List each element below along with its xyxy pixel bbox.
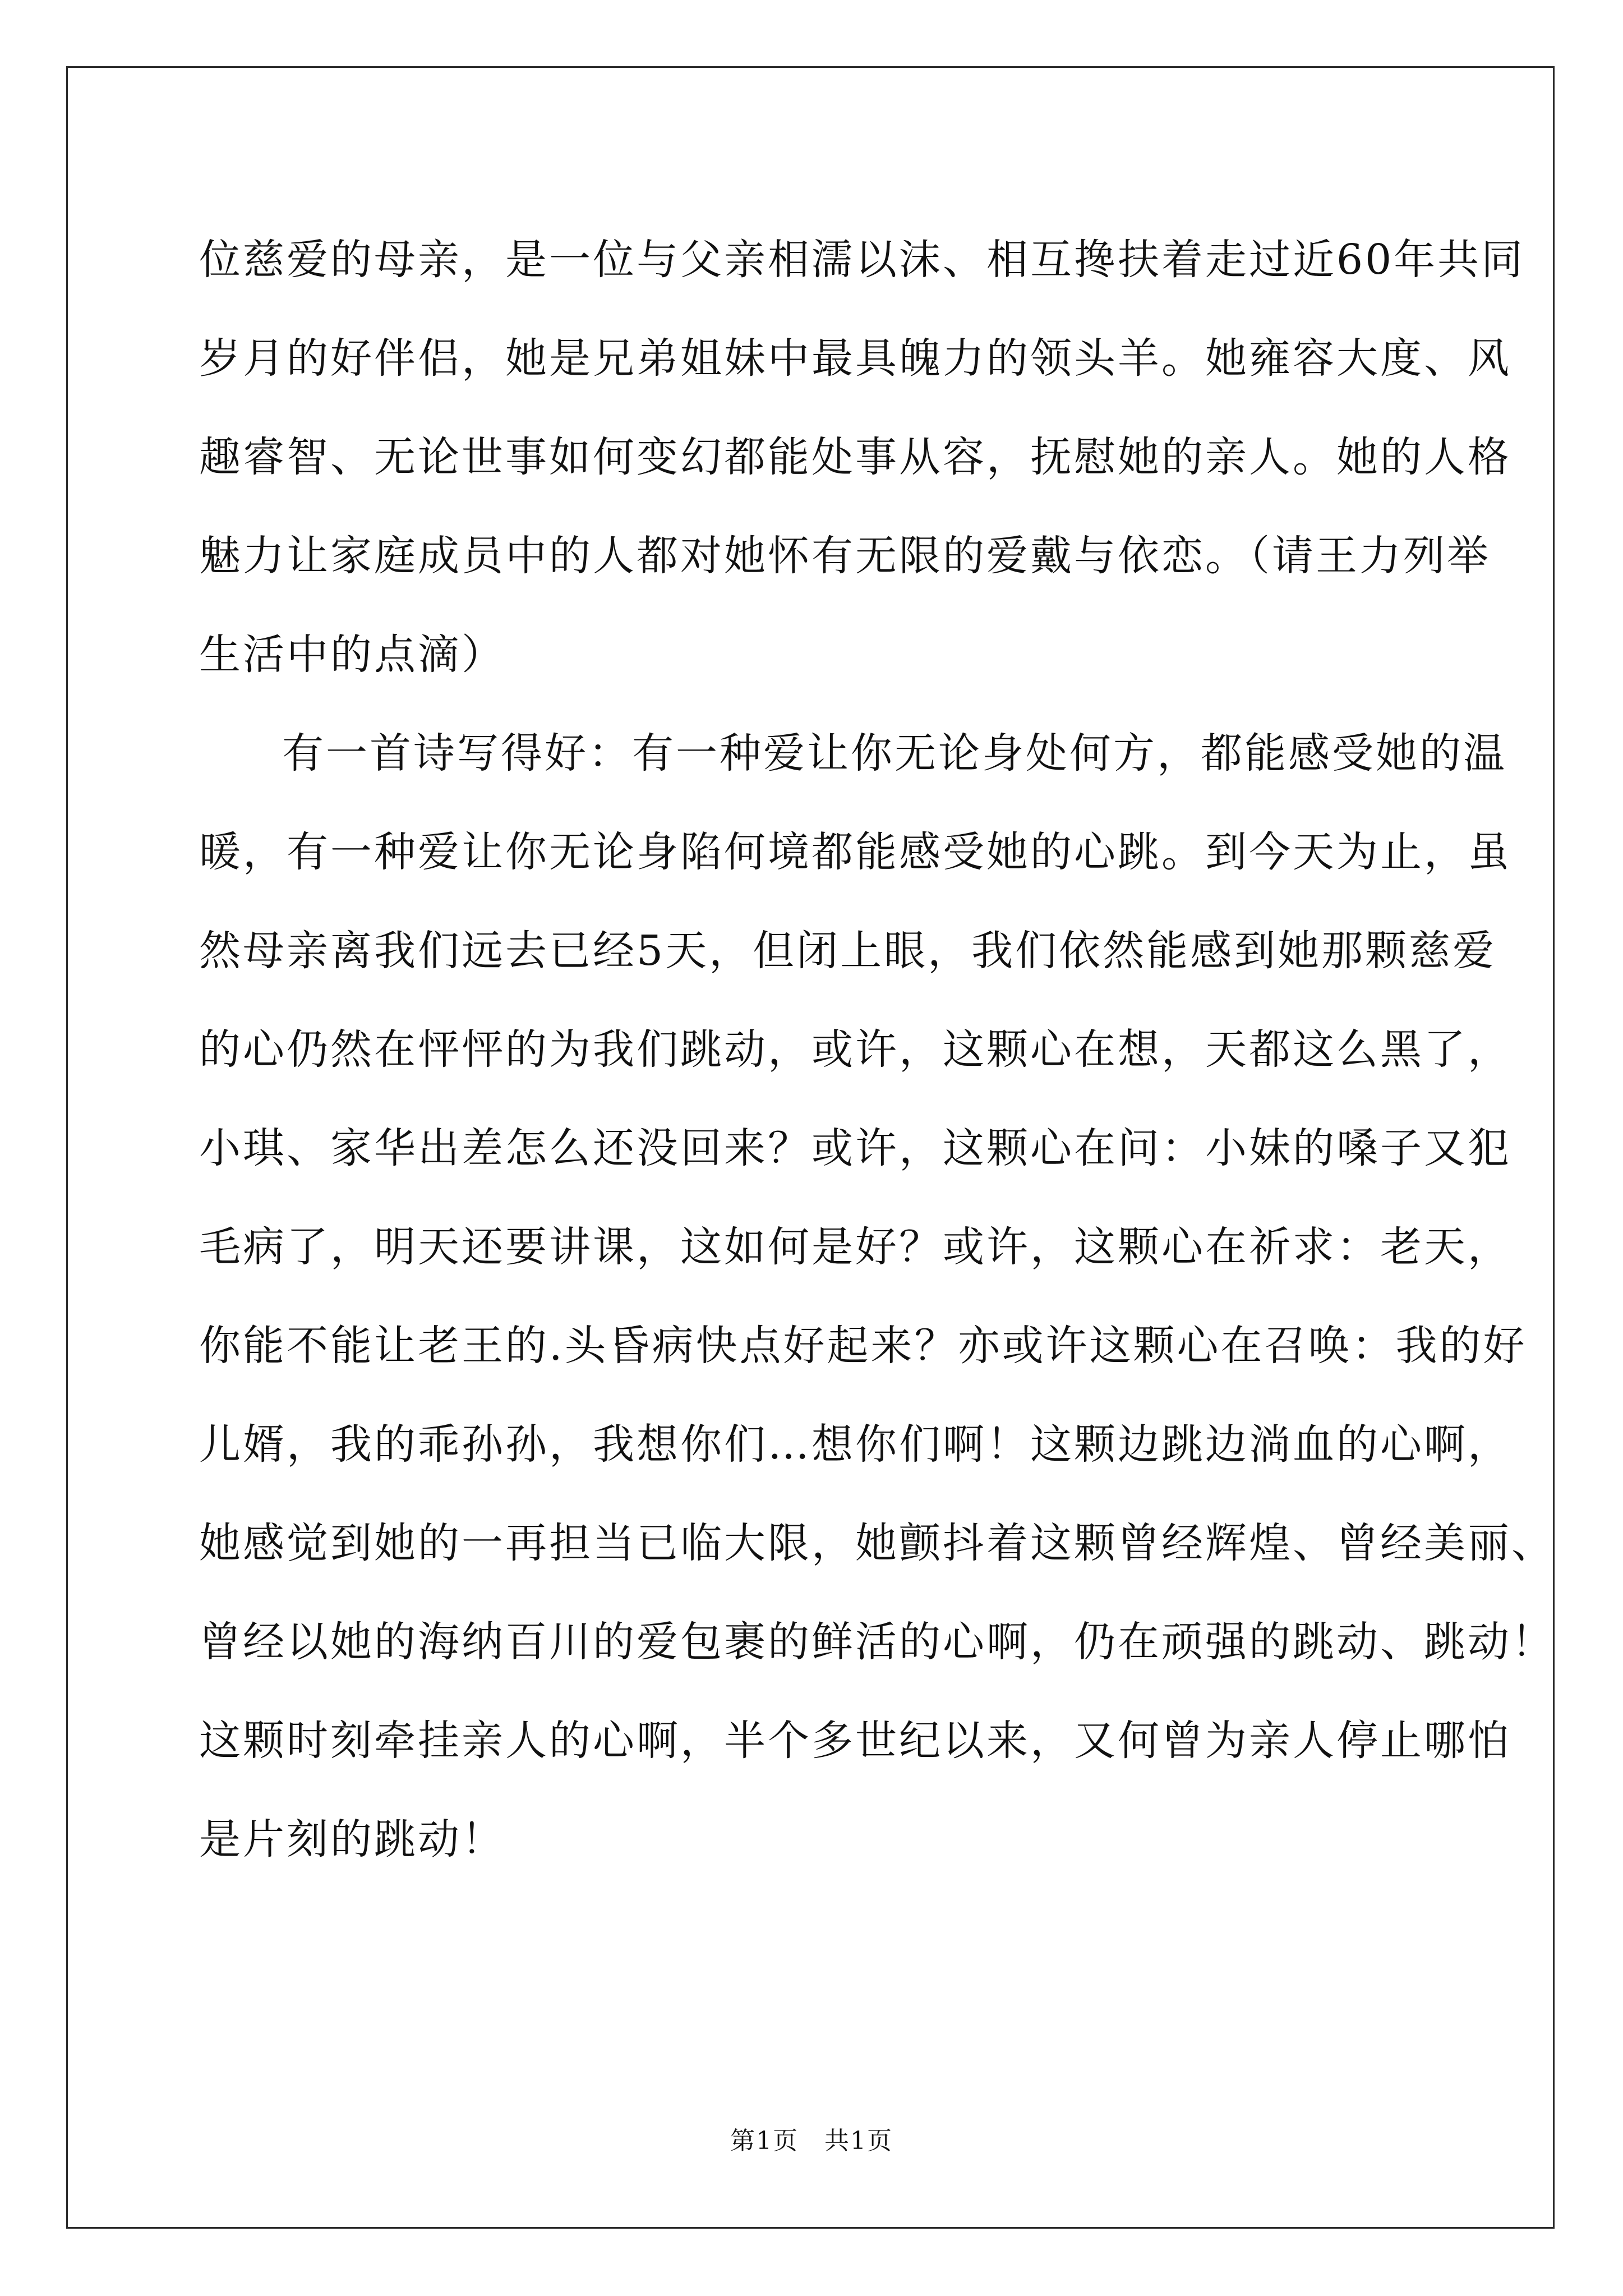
text-line: 是片刻的跳动！ <box>199 1815 505 1864</box>
text-line: 小琪、家华出差怎么还没回来？或许，这颗心在问：小妹的嗓子又犯 <box>199 1124 1511 1172</box>
text-line: 这颗时刻牵挂亲人的心啊，半个多世纪以来，又何曾为亲人停止哪怕 <box>199 1717 1511 1765</box>
text-line: 曾经以她的海纳百川的爱包裹的鲜活的心啊，仍在顽强的跳动、跳动！ <box>199 1618 1555 1666</box>
text-line: 你能不能让老王的.头昏病快点好起来？亦或许这颗心在召唤：我的好 <box>199 1322 1527 1370</box>
document-body <box>199 210 1555 1889</box>
paragraph-1 <box>199 210 1525 704</box>
text-line: 有一首诗写得好：有一种爱让你无论身处何方，都能感受她的温 <box>282 729 1507 777</box>
text-line: 她感觉到她的一再担当已临大限，她颤抖着这颗曾经辉煌、曾经美丽、 <box>199 1519 1555 1567</box>
text-line: 毛病了，明天还要讲课，这如何是好？或许，这颗心在祈求：老天， <box>199 1223 1511 1271</box>
text-line: 位慈爱的母亲，是一位与父亲相濡以沫、相互搀扶着走过近60年共同 <box>199 236 1525 284</box>
text-line: 然母亲离我们远去已经5天，但闭上眼，我们依然能感到她那颗慈爱 <box>199 927 1497 975</box>
text-line: 生活中的点滴） <box>199 631 505 679</box>
text-line: 暖，有一种爱让你无论身陷何境都能感受她的心跳。到今天为止，虽 <box>199 828 1511 876</box>
page-footer: 第1页 共1页 <box>730 2127 893 2155</box>
text-line: 岁月的好伴侣，她是兄弟姐妹中最具魄力的领头羊。她雍容大度、风 <box>199 334 1511 383</box>
text-line: 魅力让家庭成员中的人都对她怀有无限的爱戴与依恋。（请王力列举 <box>199 532 1491 580</box>
text-line: 的心仍然在怦怦的为我们跳动，或许，这颗心在想，天都这么黑了， <box>199 1025 1511 1074</box>
text-line: 趣睿智、无论世事如何变幻都能处事从容，抚慰她的亲人。她的人格 <box>199 433 1511 481</box>
text-line: 儿婿，我的乖孙孙，我想你们…想你们啊！这颗边跳边淌血的心啊， <box>199 1420 1511 1469</box>
paragraph-2 <box>199 704 1555 1889</box>
